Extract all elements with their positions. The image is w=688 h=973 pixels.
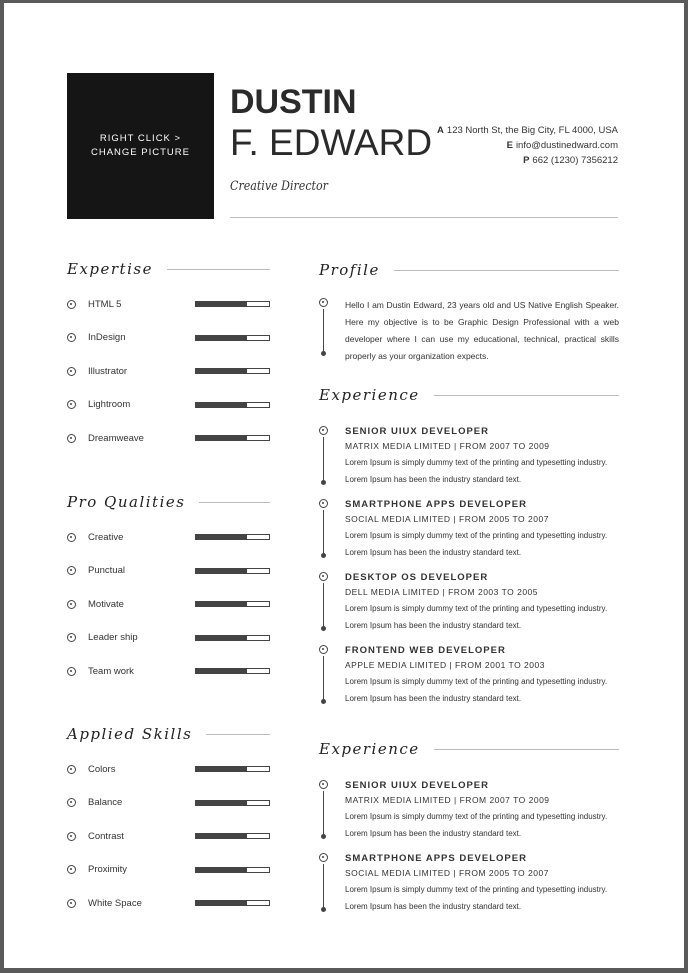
first-name: DUSTIN (230, 83, 357, 121)
timeline-line (323, 583, 324, 628)
job-description: Lorem Ipsum is simply dummy text of the printing and typesetting industry. (345, 677, 608, 686)
skill-item (67, 398, 270, 412)
experience-body (345, 425, 619, 488)
profile-picture-placeholder[interactable] (67, 73, 214, 219)
last-name: F. EDWARD (230, 122, 433, 163)
section-title: Experience (319, 740, 420, 758)
company-period: DELL MEDIA LIMITED | FROM 2003 TO 2005 (345, 587, 539, 597)
timeline-line (323, 309, 324, 353)
skill-level-fill (196, 436, 247, 440)
skill-level-bar (195, 900, 270, 906)
section-divider (167, 269, 270, 270)
section-title: Applied Skills (67, 725, 193, 743)
target-icon (67, 600, 76, 609)
skill-name: Illustrator (88, 365, 128, 377)
profile-text: Hello I am Dustin Edward, 23 years old and US Native English Speaker. Here my objective is to be Graphic Design Professional with a web developer where I can use my educational, technical, practical skills properly as your organization expects. (345, 300, 619, 361)
skill-level-bar (195, 368, 270, 374)
experience-body (345, 644, 619, 707)
skill-name: Motivate (88, 598, 124, 610)
job-description: Lorem Ipsum is simply dummy text of the printing and typesetting industry. (345, 531, 608, 540)
job-title: SENIOR UIUX DEVELOPER (345, 780, 489, 791)
experience-body (345, 852, 619, 915)
experience-item (319, 779, 619, 842)
target-icon (67, 765, 76, 774)
skill-level-bar (195, 833, 270, 839)
section-title: Profile (319, 261, 380, 279)
section-title: Expertise (67, 260, 153, 278)
job-description: Lorem Ipsum is simply dummy text of the printing and typesetting industry. (345, 458, 608, 467)
skill-name: Punctual (88, 565, 125, 576)
section-divider (434, 395, 619, 396)
job-role: Creative Director (230, 179, 328, 194)
company-period: APPLE MEDIA LIMITED | FROM 2001 TO 2003 (345, 660, 545, 670)
timeline-line (323, 864, 324, 909)
timeline-dot (321, 626, 326, 631)
skill-level-fill (196, 602, 247, 606)
skill-name: Colors (88, 763, 116, 775)
target-icon (319, 853, 328, 862)
target-icon (67, 333, 76, 342)
skill-level-fill (196, 834, 247, 838)
section-divider (394, 270, 619, 271)
skill-level-fill (196, 868, 247, 872)
target-icon (319, 499, 328, 508)
timeline-dot (321, 699, 326, 704)
timeline-dot (321, 553, 326, 558)
skill-level-bar (195, 534, 270, 540)
experience-body (345, 779, 619, 842)
target-icon (319, 780, 328, 789)
experience-body (345, 571, 619, 634)
skill-level-bar (195, 867, 270, 873)
skill-level-bar (195, 800, 270, 806)
resume-page (4, 3, 684, 968)
section-header (319, 740, 619, 758)
timeline-line (323, 791, 324, 836)
skill-level-bar (195, 766, 270, 772)
experience-item (319, 571, 619, 634)
timeline-dot (321, 907, 326, 912)
section-header (319, 386, 619, 404)
target-icon (67, 865, 76, 874)
contact-email: E info@dustinedward.com (506, 140, 618, 151)
skill-level-fill (196, 336, 247, 340)
target-icon (319, 645, 328, 654)
timeline-dot (321, 480, 326, 485)
company-period: MATRIX MEDIA LIMITED | FROM 2007 TO 2009 (345, 441, 550, 451)
skill-level-fill (196, 901, 247, 905)
skill-name: Lightroom (88, 399, 131, 410)
skill-level-bar (195, 601, 270, 607)
target-icon (319, 572, 328, 581)
skill-item (67, 297, 270, 311)
photo-hint-line: CHANGE PICTURE (91, 147, 190, 158)
skill-name: Balance (88, 797, 123, 808)
job-description: Lorem Ipsum has been the industry standard text. (345, 475, 522, 484)
divider (230, 217, 618, 218)
section-header (67, 725, 270, 743)
skill-level-fill (196, 636, 247, 640)
section-divider (199, 502, 270, 503)
skill-name: HTML 5 (88, 298, 122, 310)
skill-level-bar (195, 668, 270, 674)
job-description: Lorem Ipsum has been the industry standard text. (345, 829, 522, 838)
experience-item (319, 425, 619, 488)
skill-name: Leader ship (88, 632, 138, 643)
section-title: Experience (319, 386, 420, 404)
photo-hint-line: RIGHT CLICK > (99, 133, 182, 144)
job-title: DESKTOP OS DEVELOPER (345, 572, 489, 583)
job-title: SENIOR UIUX DEVELOPER (345, 426, 489, 437)
skill-name: White Space (88, 897, 142, 909)
skill-name: InDesign (88, 332, 126, 343)
timeline-dot (321, 351, 326, 356)
timeline-dot (321, 834, 326, 839)
timeline-line (323, 656, 324, 701)
timeline-line (323, 510, 324, 555)
company-period: SOCIAL MEDIA LIMITED | FROM 2005 TO 2007 (345, 868, 549, 878)
skill-item (67, 431, 270, 445)
target-icon (67, 667, 76, 676)
skill-item (67, 863, 270, 877)
section-divider (434, 749, 619, 750)
target-icon (67, 434, 76, 443)
skill-item (67, 896, 270, 910)
skill-level-fill (196, 369, 247, 373)
skill-item (67, 796, 270, 810)
job-description: Lorem Ipsum is simply dummy text of the printing and typesetting industry. (345, 812, 608, 821)
job-description: Lorem Ipsum has been the industry standard text. (345, 621, 522, 630)
job-description: Lorem Ipsum is simply dummy text of the printing and typesetting industry. (345, 604, 608, 613)
job-description: Lorem Ipsum has been the industry standard text. (345, 902, 522, 911)
skill-item (67, 530, 270, 544)
skill-level-bar (195, 335, 270, 341)
skill-name: Dreamweave (88, 432, 144, 444)
job-title: SMARTPHONE APPS DEVELOPER (345, 853, 527, 864)
experience-item (319, 852, 619, 915)
target-icon (67, 798, 76, 807)
section-header (67, 260, 270, 278)
section-header (67, 493, 270, 511)
job-description: Lorem Ipsum has been the industry standard text. (345, 694, 522, 703)
target-icon (67, 400, 76, 409)
skill-item (67, 331, 270, 345)
skill-item (67, 631, 270, 645)
skill-level-bar (195, 568, 270, 574)
target-icon (67, 832, 76, 841)
skill-level-fill (196, 302, 247, 306)
target-icon (319, 298, 328, 307)
job-title: FRONTEND WEB DEVELOPER (345, 645, 506, 656)
section-title: Pro Qualities (67, 493, 186, 511)
skill-level-fill (196, 535, 247, 539)
company-period: MATRIX MEDIA LIMITED | FROM 2007 TO 2009 (345, 795, 550, 805)
experience-body (345, 498, 619, 561)
job-title: SMARTPHONE APPS DEVELOPER (345, 499, 527, 510)
skill-level-fill (196, 403, 247, 407)
skill-item (67, 564, 270, 578)
target-icon (67, 566, 76, 575)
job-description: Lorem Ipsum has been the industry standard text. (345, 548, 522, 557)
skill-level-bar (195, 635, 270, 641)
skill-level-bar (195, 402, 270, 408)
skill-level-bar (195, 301, 270, 307)
skill-item (67, 664, 270, 678)
contact-phone: P 662 (1230) 7356212 (523, 155, 618, 166)
target-icon (67, 633, 76, 642)
section-divider (206, 734, 270, 735)
contact-address: A 123 North St, the Big City, FL 4000, USA (437, 125, 618, 136)
skill-level-fill (196, 669, 247, 673)
target-icon (67, 367, 76, 376)
skill-name: Contrast (88, 830, 124, 842)
experience-item (319, 498, 619, 561)
target-icon (67, 300, 76, 309)
skill-level-fill (196, 801, 247, 805)
section-header (319, 261, 619, 279)
target-icon (67, 533, 76, 542)
target-icon (67, 899, 76, 908)
skill-item (67, 364, 270, 378)
job-description: Lorem Ipsum is simply dummy text of the printing and typesetting industry. (345, 885, 608, 894)
target-icon (319, 426, 328, 435)
skill-name: Creative (88, 531, 124, 543)
skill-level-bar (195, 435, 270, 441)
skill-item (67, 829, 270, 843)
skill-level-fill (196, 569, 247, 573)
skill-level-fill (196, 767, 247, 771)
experience-item (319, 644, 619, 707)
company-period: SOCIAL MEDIA LIMITED | FROM 2005 TO 2007 (345, 514, 549, 524)
skill-name: Team work (88, 665, 134, 677)
skill-name: Proximity (88, 864, 128, 875)
contact-info (437, 123, 618, 168)
skill-item (67, 762, 270, 776)
timeline-line (323, 437, 324, 482)
profile-item (319, 297, 619, 365)
skill-item (67, 597, 270, 611)
